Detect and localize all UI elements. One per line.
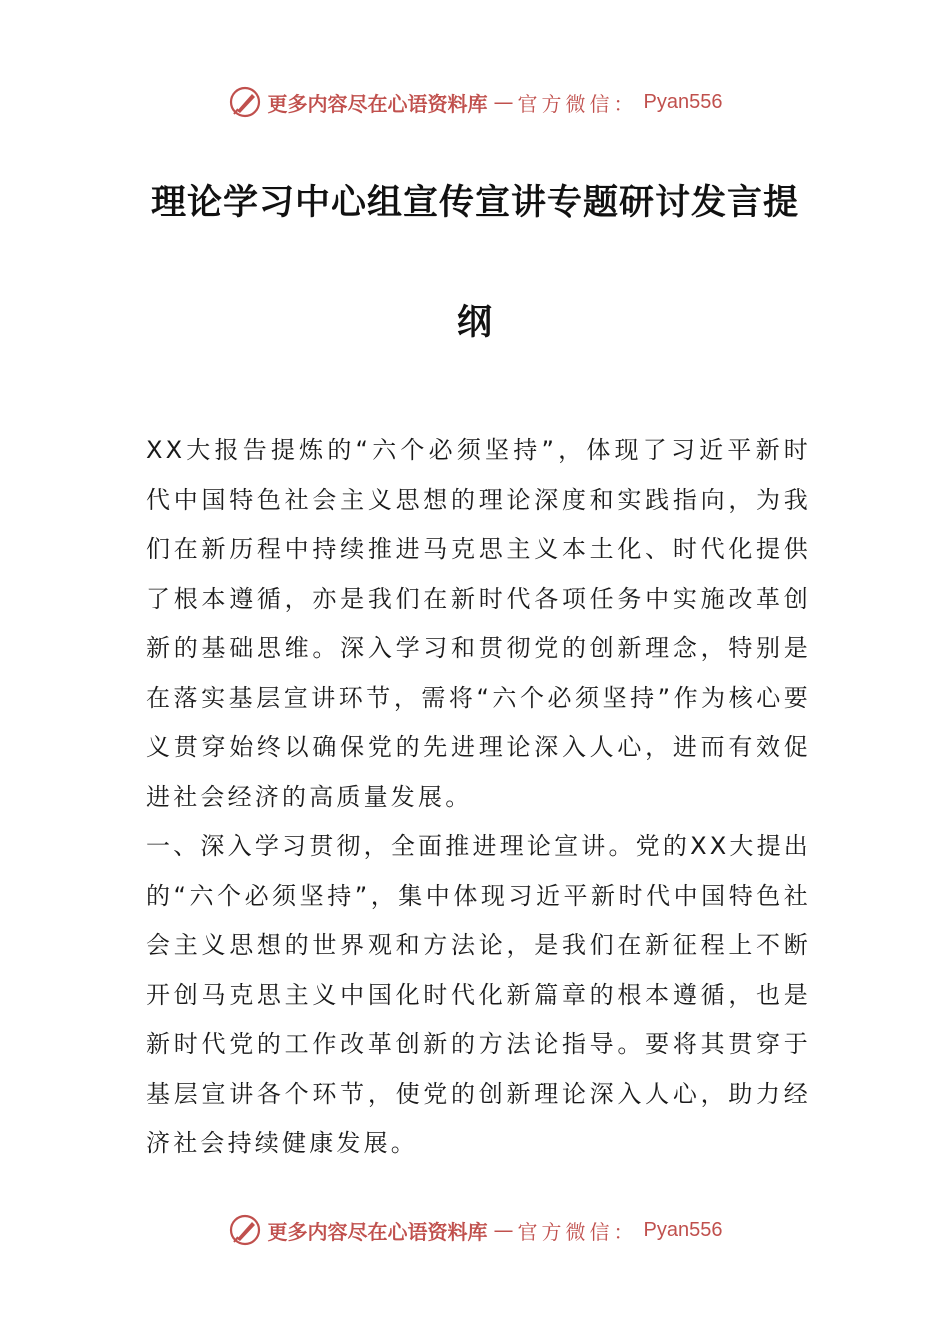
quill-pen-logo-icon [228,1213,262,1247]
quill-pen-logo-icon [228,85,262,119]
watermark-separator: — [493,90,512,114]
watermark-banner-bottom [0,1210,950,1250]
watermark-wechat-label: 官方微信： [517,91,638,116]
watermark-wechat-id: Pyan556 [643,1218,723,1241]
body-paragraph: XX大报告提炼的“六个必须坚持”，体现了习近平新时代中国特色社会主义思想的理论深度和实践指向，为我们在新历程中持续推进马克思主义本土化、时代化提供了根本遵循，亦是我们在新时代各项任务中实施改革创新的基础思维。深入学习和贯彻党的创新理念，特别是在落实基层宣讲环节，需将“六个必须坚持”作为核心要义贯穿始终以确保党的先进理论深入人心，进而有效促进社会经济的高质量发展。 [146,436,811,811]
document-title-line2: 纲 [456,303,493,343]
document-body [146,426,811,1169]
watermark-banner-top [0,82,950,122]
watermark-separator: — [493,1218,512,1242]
watermark-wechat-label: 官方微信： [517,1219,638,1244]
watermark-main-text: 更多内容尽在心语资料库 [267,1219,488,1244]
watermark-main-text: 更多内容尽在心语资料库 [267,91,488,116]
document-title-line1: 理论学习中心组宣传宣讲专题研讨发言提 [150,183,799,223]
watermark-wechat-id: Pyan556 [643,90,723,113]
body-paragraph: 一、深入学习贯彻，全面推进理论宣讲。党的XX大提出的“六个必须坚持”，集中体现习近平新时代中国特色社会主义思想的世界观和方法论，是我们在新征程上不断开创马克思主义中国化时代化新篇章的根本遵循，也是新时代党的工作改革创新的方法论指导。要将其贯穿于基层宣讲各个环节，使党的创新理论深入人心，助力经济社会持续健康发展。 [146,832,811,1157]
